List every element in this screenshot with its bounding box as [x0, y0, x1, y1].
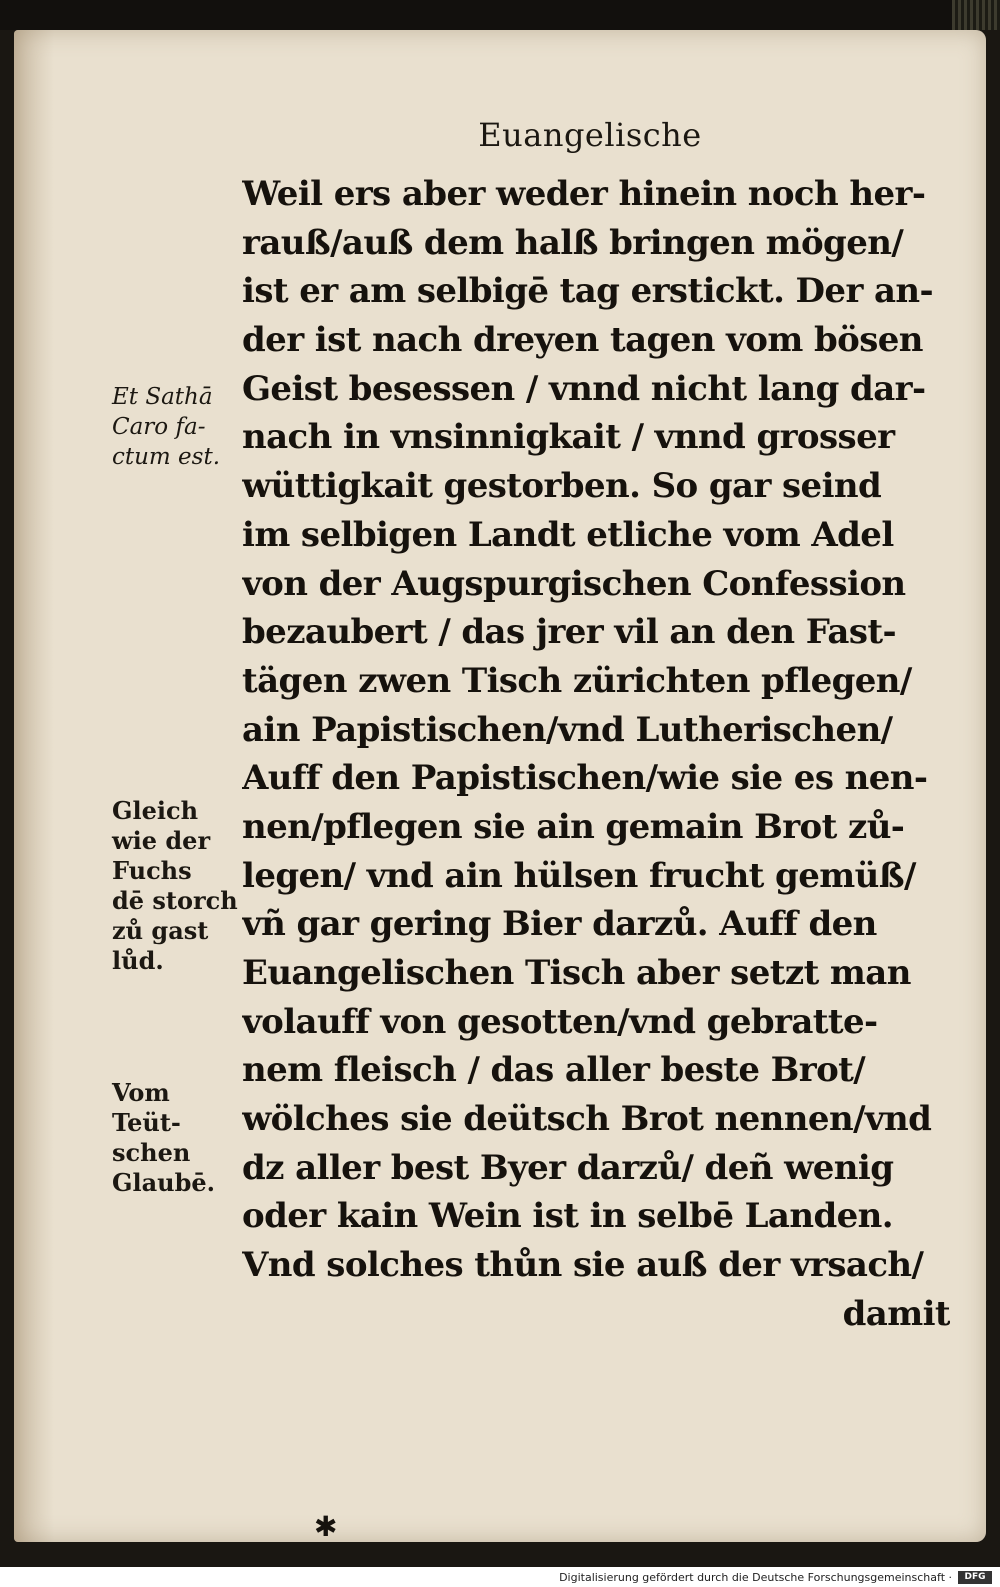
- marginal-note-line: Gleich: [112, 796, 199, 825]
- text-line: Auff den Papistischen/wie sie es nen-: [242, 758, 928, 799]
- marginal-note-line: Caro fa-: [112, 414, 206, 440]
- marginal-note-line: Vom: [112, 1078, 170, 1107]
- dfg-logo-icon: DFG: [958, 1571, 992, 1584]
- text-line: wüttigkait gestorben. So gar seind: [242, 466, 882, 507]
- text-line: Geist besessen / vnnd nicht lang dar-: [242, 368, 926, 409]
- marginal-note-glaube: [112, 1078, 252, 1198]
- text-line: volauff von gesotten/vnd gebratte-: [242, 1001, 878, 1042]
- text-line: Vnd solches thůn sie auß der vrsach/: [242, 1245, 924, 1286]
- marginal-note-line: ctum est.: [112, 444, 221, 470]
- text-line: tägen zwen Tisch zürichten pflegen/: [242, 660, 912, 701]
- text-line: vñ gar gering Bier darzů. Auff den: [242, 904, 877, 945]
- marginal-note-line: dē storch: [112, 886, 238, 915]
- text-line: rauß/auß dem halß bringen mögen/: [242, 222, 904, 263]
- marginal-note-line: schen: [112, 1138, 191, 1167]
- text-line: oder kain Wein ist in selbē Landen.: [242, 1196, 894, 1237]
- text-line: nen/pflegen sie ain gemain Brot zů-: [242, 806, 905, 847]
- text-line: Weil ers aber weder hinein noch her-: [242, 174, 926, 214]
- text-line: im selbigen Landt etliche vom Adel: [242, 514, 894, 555]
- catchword: damit: [842, 1293, 950, 1334]
- marginal-note-line: zů gast: [112, 916, 209, 945]
- text-line: ist er am selbigē tag erstickt. Der an-: [242, 271, 934, 312]
- text-line: der ist nach dreyen tagen vom bösen: [242, 320, 923, 361]
- marginal-note-line: Teüt-: [112, 1108, 181, 1137]
- text-line: bezaubert / das jrer vil an den Fast-: [242, 612, 896, 653]
- text-line: legen/ vnd ain hülsen frucht gemüß/: [242, 855, 916, 896]
- marginal-note-line: Fuchs: [112, 856, 192, 885]
- marginal-note-line: Glaubē.: [112, 1168, 216, 1197]
- marginal-note-line: Et Sathā: [112, 384, 213, 410]
- text-line: nach in vnsinnigkait / vnnd grosser: [242, 417, 895, 458]
- footer-bar: [0, 1567, 1000, 1587]
- text-line: von der Augspurgischen Confession: [242, 563, 906, 604]
- text-line: Euangelischen Tisch aber setzt man: [242, 953, 911, 993]
- marginal-note-line: lůd.: [112, 946, 164, 975]
- signature-mark-icon: ✱: [314, 1510, 338, 1543]
- body-text: [242, 170, 950, 1339]
- marginal-note-fuchs: [112, 796, 252, 976]
- text-line: nem fleisch / das aller beste Brot/: [242, 1050, 866, 1091]
- text-line: dz aller best Byer darzů/ deñ wenig: [242, 1147, 894, 1188]
- marginal-note-latin: [112, 382, 252, 472]
- funding-credit: Digitalisierung gefördert durch die Deutsche Forschungsgemeinschaft ·: [559, 1571, 952, 1584]
- running-head: Euangelische: [478, 116, 702, 154]
- text-line: ain Papistischen/vnd Lutherischen/: [242, 709, 893, 750]
- book-page: [14, 30, 986, 1542]
- marginal-note-line: wie der: [112, 826, 211, 855]
- text-line: wölches sie deütsch Brot nennen/vnd: [242, 1099, 932, 1140]
